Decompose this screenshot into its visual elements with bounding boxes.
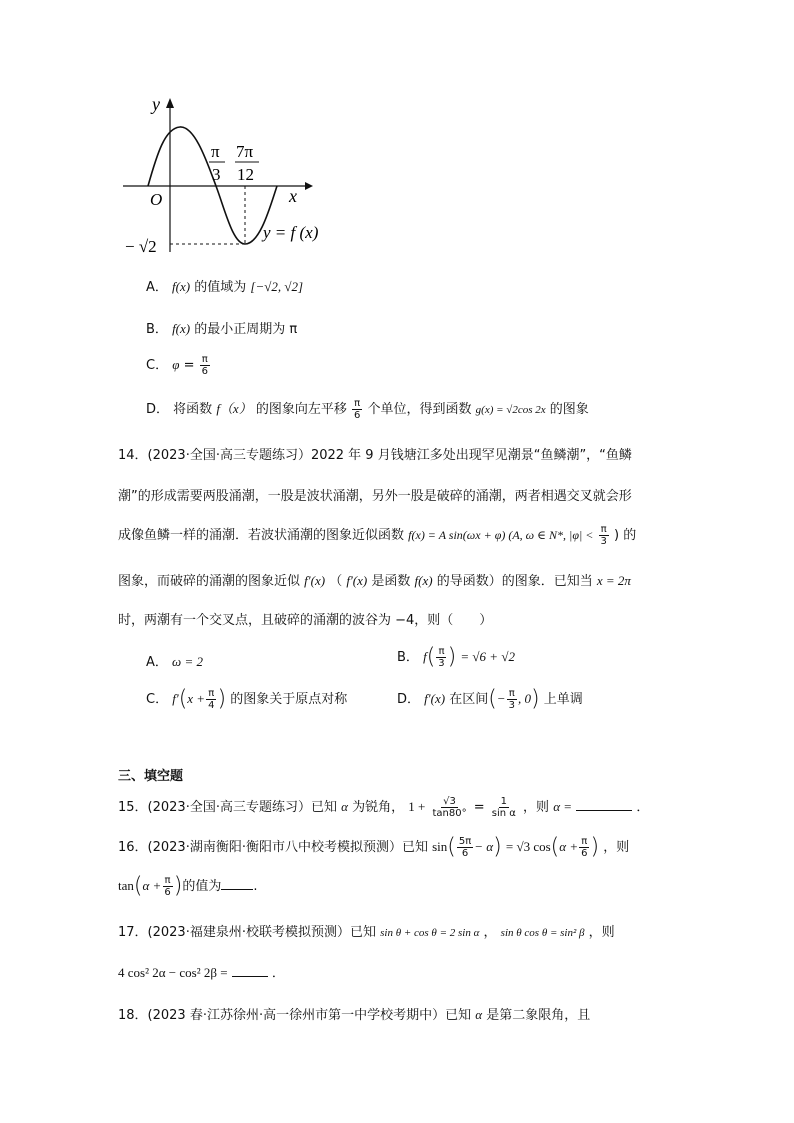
q14-option-c[interactable]: C． f′(x + $\frac{\pi}{4}$ ) 的图象关于原点对称 bbox=[146, 686, 348, 712]
question-text: 图象，而破碎的涌潮的图象近似 bbox=[118, 574, 301, 589]
math-expr: − α bbox=[474, 839, 494, 854]
question-text: 18．(2023 春·江苏徐州·高一徐州市第一中学校考期中）已知 bbox=[118, 1008, 472, 1023]
fraction: $\frac{\pi}{6}$ bbox=[354, 398, 361, 421]
math-expr: ω = 2 bbox=[172, 654, 203, 669]
q13-option-a[interactable] bbox=[146, 276, 303, 295]
math-expr: sin bbox=[432, 839, 448, 854]
answer-blank[interactable] bbox=[232, 964, 268, 977]
question-text: ，则 bbox=[603, 840, 630, 855]
math-expr: α bbox=[475, 1007, 483, 1022]
q16-line-1: 16．(2023·湖南衡阳·衡阳市八中校考模拟预测）已知 sin( $\frac{5\pi}{6}$ − α) = √3 cos(α + $\frac{\pi}{6}$ ) ，则 bbox=[118, 834, 630, 860]
question-text: 成像鱼鳞一样的涌潮．若波状涌潮的图象近似函数 bbox=[118, 528, 405, 543]
q17-line-2 bbox=[118, 962, 285, 981]
fraction: $\frac{√3}{\tan 80^\circ}$ bbox=[432, 796, 467, 819]
question-text: ，则 bbox=[523, 800, 550, 815]
question-text: ，则 bbox=[588, 925, 615, 940]
math-expr: 4 cos² 2α − cos² 2β = bbox=[118, 965, 228, 980]
math-expr: α + bbox=[559, 839, 579, 854]
question-text: 是第二象限角，且 bbox=[486, 1008, 591, 1023]
q14-option-a[interactable] bbox=[146, 651, 203, 670]
math-expr: f(x) bbox=[172, 321, 191, 336]
option-text: 上单调 bbox=[543, 692, 583, 707]
q14-line-4 bbox=[118, 570, 631, 589]
option-letter: C． bbox=[146, 358, 169, 373]
math-expr: α = bbox=[553, 799, 573, 814]
fraction: $\frac{\pi}{6}$ bbox=[164, 875, 171, 898]
q14-option-b[interactable]: B． f( $\frac{\pi}{3}$ ) = √6 + √2 bbox=[397, 644, 515, 670]
section-title: 三、填空题 bbox=[118, 769, 184, 784]
math-expr: = bbox=[473, 800, 485, 815]
answer-blank[interactable] bbox=[576, 798, 632, 811]
math-expr: g(x) = √2cos 2x bbox=[475, 404, 546, 416]
math-expr: f′(x) bbox=[346, 573, 368, 588]
option-text: 的值域为 bbox=[194, 280, 247, 295]
y-axis-label: y bbox=[152, 94, 160, 114]
option-letter: A． bbox=[146, 655, 168, 670]
tick-pi3-num: π bbox=[211, 142, 220, 161]
option-letter: B． bbox=[146, 322, 168, 337]
math-expr: sin θ + cos θ = 2 sin α bbox=[380, 927, 480, 939]
question-text: 为锐角， bbox=[352, 800, 405, 815]
math-expr: x + bbox=[187, 691, 206, 706]
option-text: 的图象关于原点对称 bbox=[230, 692, 348, 707]
math-expr: tan bbox=[118, 878, 134, 893]
question-text: . bbox=[253, 879, 258, 894]
math-expr: x = 2π bbox=[596, 573, 631, 588]
x-axis-arrow bbox=[305, 182, 313, 190]
q14-option-d[interactable]: D． f′(x) 在区间(− $\frac{\pi}{3}$ , 0) 上单调 bbox=[397, 686, 583, 712]
math-expr: f(x) = A sin(ωx + φ) (A, ω ∈ N*, |φ| < bbox=[408, 528, 594, 542]
function-graph bbox=[115, 92, 345, 257]
math-expr: f(x) bbox=[414, 573, 433, 588]
option-text: 的最小正周期为 π bbox=[194, 322, 298, 337]
math-expr: f′ bbox=[172, 691, 179, 706]
math-expr: = √3 cos bbox=[505, 839, 551, 854]
question-text: 15．(2023·全国·高三专题练习）已知 bbox=[118, 800, 337, 815]
fraction: $\frac{\pi}{3}$ bbox=[600, 524, 607, 547]
math-expr: sin θ cos θ = sin² β bbox=[500, 927, 585, 939]
y-axis-arrow bbox=[166, 98, 174, 108]
fraction: $\frac{\pi}{4}$ bbox=[208, 688, 215, 711]
option-text: 将函数 bbox=[173, 402, 213, 417]
option-letter: D． bbox=[397, 692, 421, 707]
q14-line-2: 潮”的形成需要两股涌潮，一股是波状涌潮，另外一股是破碎的涌潮，两者相遇交叉就会形 bbox=[118, 489, 632, 504]
fraction: $\frac{\pi}{3}$ bbox=[508, 688, 515, 711]
q13-option-c[interactable] bbox=[146, 354, 211, 377]
tick-7pi12-den: 12 bbox=[237, 165, 254, 184]
fraction: $\frac{5\pi}{6}$ bbox=[458, 836, 472, 859]
math-expr: α + bbox=[142, 878, 162, 893]
option-letter: B． bbox=[397, 650, 419, 665]
question-text: ． bbox=[636, 800, 650, 815]
tick-7pi12-num: 7π bbox=[236, 142, 254, 161]
q14-line-3 bbox=[118, 524, 636, 547]
question-text: 是函数 bbox=[371, 574, 411, 589]
math-expr: f(x) bbox=[172, 279, 191, 294]
fraction: $\frac{\pi}{3}$ bbox=[438, 646, 445, 669]
option-text: 个单位，得到函数 bbox=[367, 402, 472, 417]
option-text: 的图象 bbox=[549, 402, 589, 417]
q14-line-5: 时，两潮有一个交叉点，且破碎的涌潮的波谷为 −4，则（ ） bbox=[118, 613, 493, 628]
math-expr: , 0 bbox=[517, 691, 531, 706]
question-text: 的值为 bbox=[182, 879, 222, 894]
question-text: （ bbox=[329, 574, 343, 589]
fraction: $\frac{\pi}{6}$ bbox=[201, 354, 208, 377]
math-expr: [−√2, √2] bbox=[250, 279, 304, 294]
math-expr: − bbox=[496, 691, 506, 706]
question-text: 17．(2023·福建泉州·校联考模拟预测）已知 bbox=[118, 925, 376, 940]
math-expr: α bbox=[341, 799, 348, 814]
curve-label: y = f (x) bbox=[263, 223, 319, 242]
option-text: 的图象向左平移 bbox=[255, 402, 347, 417]
question-text: 16．(2023·湖南衡阳·衡阳市八中校考模拟预测）已知 bbox=[118, 840, 428, 855]
math-expr: 1 + bbox=[408, 799, 426, 814]
fraction: $\frac{\pi}{6}$ bbox=[581, 836, 588, 859]
x-axis-label: x bbox=[289, 186, 297, 206]
origin-label: O bbox=[150, 190, 163, 209]
q16-line-2: tan(α + $\frac{\pi}{6}$ )的值为 . bbox=[118, 873, 258, 899]
math-expr: = √6 + √2 bbox=[460, 649, 515, 664]
q18-line-1 bbox=[118, 1004, 590, 1023]
tick-pi3-den: 3 bbox=[212, 165, 221, 184]
math-expr: f′(x) bbox=[304, 573, 326, 588]
math-expr: f′(x) bbox=[424, 691, 446, 706]
math-expr: f（x） bbox=[216, 401, 252, 416]
option-text: 在区间 bbox=[449, 692, 489, 707]
question-text: ． bbox=[271, 966, 285, 981]
neg-sqrt2-label: − √2 bbox=[125, 237, 157, 256]
question-text: ) 的 bbox=[614, 528, 637, 543]
q15-line bbox=[118, 796, 649, 819]
fraction: $\frac{1}{\text{sin α}}$ bbox=[491, 796, 516, 819]
option-letter: A． bbox=[146, 280, 168, 295]
option-letter: C． bbox=[146, 692, 169, 707]
option-letter: D． bbox=[146, 402, 170, 417]
answer-blank[interactable] bbox=[221, 877, 253, 890]
question-text: ， bbox=[483, 925, 497, 940]
q17-line-1 bbox=[118, 921, 615, 940]
q13-option-d[interactable] bbox=[146, 398, 589, 421]
math-expr: φ bbox=[172, 357, 180, 372]
math-expr: f bbox=[423, 649, 427, 664]
math-expr: = bbox=[183, 358, 195, 373]
question-text: 的导函数）的图象．已知当 bbox=[436, 574, 593, 589]
q14-line-1: 14．(2023·全国·高三专题练习）2022 年 9 月钱塘江多处出现罕见潮景“鱼鳞潮”，“鱼鳞 bbox=[118, 448, 632, 463]
q13-option-b[interactable] bbox=[146, 318, 297, 337]
